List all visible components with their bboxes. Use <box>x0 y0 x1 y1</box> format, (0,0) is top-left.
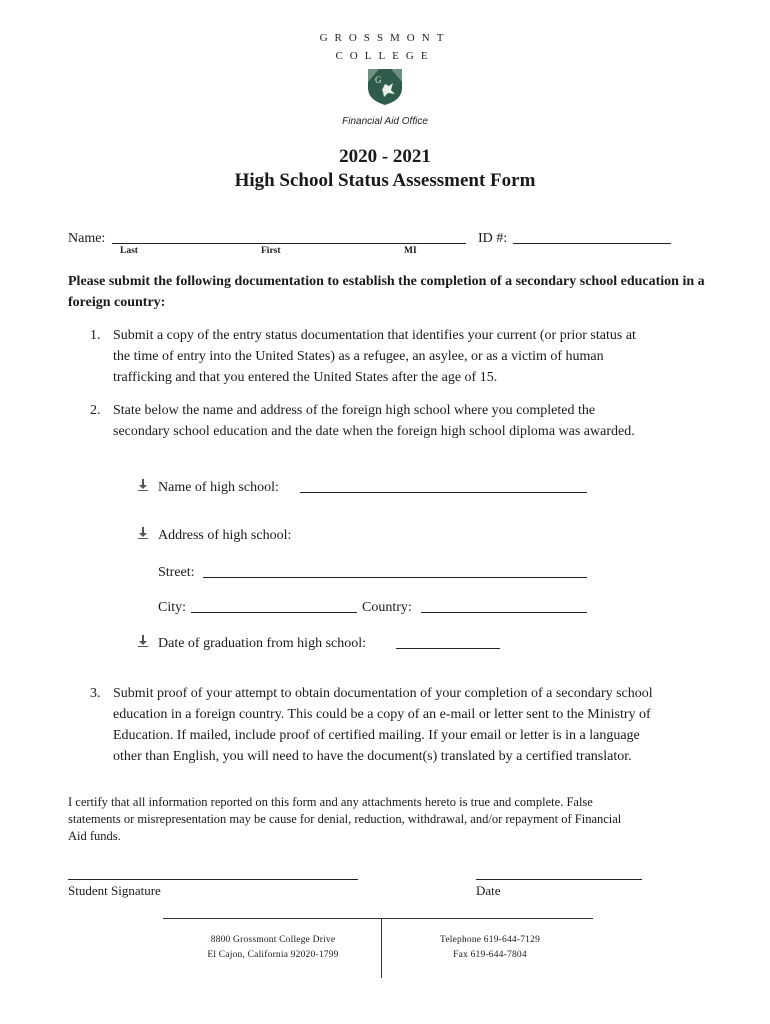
item-2-line-2: secondary school education and the date when the foreign high school diploma was awarded. <box>113 424 635 439</box>
office-name: Financial Aid Office <box>342 116 428 127</box>
footer-rule <box>163 918 593 919</box>
school-name-label: Name of high school: <box>158 480 279 495</box>
college-name-line2: COLLEGE <box>335 50 435 62</box>
footer-address-line-1: 8800 Grossmont College Drive <box>210 935 336 945</box>
country-label: Country: <box>362 600 412 615</box>
certification-line-3: Aid funds. <box>68 829 121 843</box>
item-1-line-1: Submit a copy of the entry status documentation that identifies your current (or prior status at <box>113 328 636 343</box>
item-1-line-2: the time of entry into the United States) as a refugee, an asylee, or as a victim of human <box>113 349 604 364</box>
student-signature-field[interactable] <box>68 879 358 880</box>
student-signature-label: Student Signature <box>68 883 161 898</box>
graduation-date-label: Date of graduation from high school: <box>158 636 367 651</box>
school-name-field[interactable] <box>300 492 587 493</box>
item-3-line-3: Education. If mailed, include proof of certified mailing. If your email or letter is in a language <box>113 728 640 743</box>
arrow-down-bullet-icon <box>137 479 149 491</box>
form-year: 2020 - 2021 <box>339 146 431 167</box>
item-2-line-1: State below the name and address of the foreign high school where you completed the <box>113 403 596 418</box>
street-field[interactable] <box>203 577 587 578</box>
street-label: Street: <box>158 565 195 580</box>
form-title: High School Status Assessment Form <box>234 170 536 191</box>
footer-telephone: Telephone 619-644-7129 <box>439 935 541 945</box>
college-shield-logo <box>367 68 403 106</box>
certification-line-2: statements or misrepresentation may be cause for denial, reduction, withdrawal, and/or repayment of Financial <box>68 812 622 826</box>
footer-fax: Fax 619-644-7804 <box>453 950 527 960</box>
item-2-number: 2. <box>90 403 101 418</box>
item-1-line-3: trafficking and that you entered the United States after the age of 15. <box>113 370 498 385</box>
school-address-label: Address of high school: <box>158 528 292 543</box>
item-1-number: 1. <box>90 328 101 343</box>
id-label: ID #: <box>478 231 508 246</box>
certification-line-1: I certify that all information reported on this form and any attachments hereto is true and complete. False <box>68 795 593 809</box>
city-label: City: <box>158 600 187 615</box>
item-3-line-4: other than English, you will need to have the document(s) translated by a certified translator. <box>113 749 632 764</box>
date-label: Date <box>476 883 501 898</box>
graduation-date-field[interactable] <box>396 648 500 649</box>
country-field[interactable] <box>421 612 587 613</box>
arrow-down-bullet-icon <box>137 635 149 647</box>
item-3-number: 3. <box>90 686 101 701</box>
arrow-down-bullet-icon <box>137 527 149 539</box>
name-field[interactable] <box>112 243 466 244</box>
mi-sublabel: MI <box>404 246 417 256</box>
name-label: Name: <box>68 231 106 246</box>
date-field[interactable] <box>476 879 642 880</box>
footer-address-line-2: El Cajon, California 92020-1799 <box>207 950 339 960</box>
id-field[interactable] <box>513 243 671 244</box>
item-3-line-2: education in a foreign country. This could be a copy of an e-mail or letter sent to the Ministry of <box>113 707 651 722</box>
last-sublabel: Last <box>120 246 138 256</box>
item-3-line-1: Submit proof of your attempt to obtain documentation of your completion of a secondary school <box>113 686 653 701</box>
first-sublabel: First <box>261 246 281 256</box>
city-field[interactable] <box>191 612 357 613</box>
footer-divider <box>381 918 382 978</box>
college-name-line1: GROSSMONT <box>319 32 451 44</box>
intro-text: Please submit the following documentation to establish the completion of a secondary school education in a foreign country: <box>68 274 705 310</box>
svg-text:G: G <box>375 75 382 85</box>
